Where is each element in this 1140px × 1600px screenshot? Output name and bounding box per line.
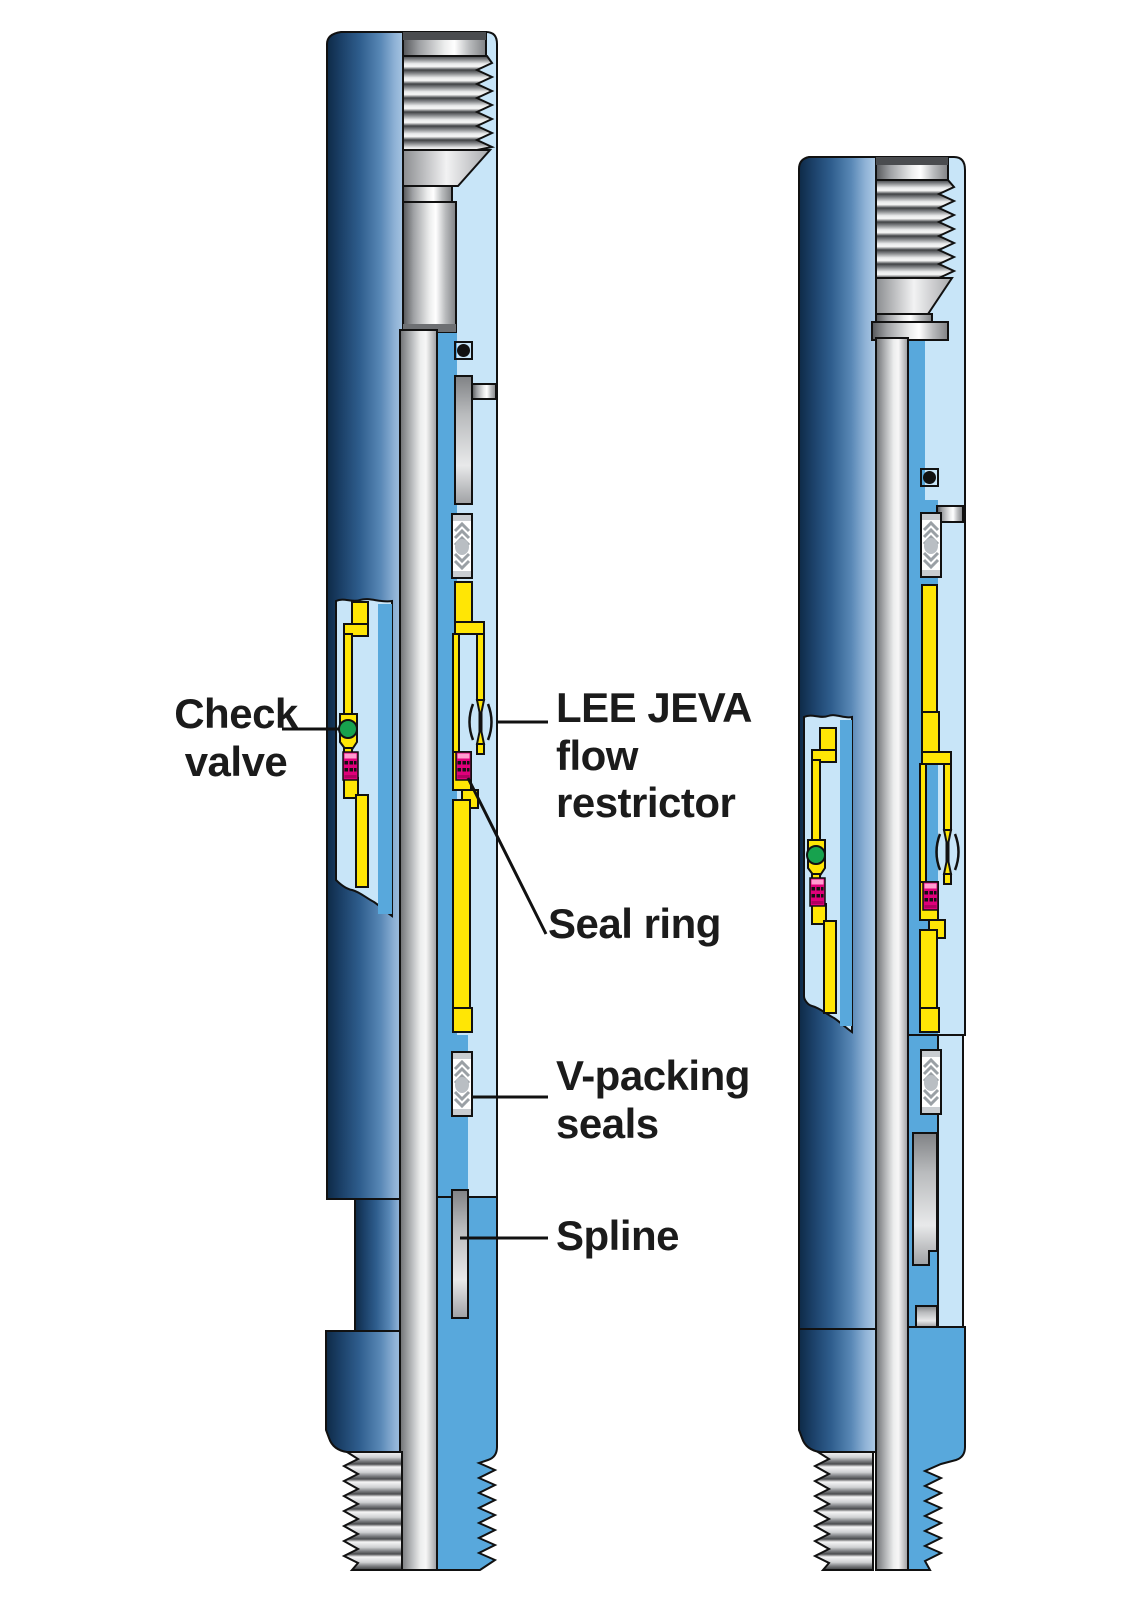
seal-ring-label: Seal ring [548, 900, 721, 947]
spline-left [452, 1190, 468, 1318]
spline-right [913, 1133, 937, 1265]
right-box-threads [876, 180, 954, 278]
right-pin-threads [815, 1452, 873, 1570]
flow-restrictor-label-line2: flow [556, 732, 638, 779]
right-tool-diagram [799, 157, 965, 1570]
v-packing-seals-lower-left [452, 1052, 472, 1116]
left-slot [455, 376, 472, 504]
left-lug-pin [472, 384, 496, 399]
v-packing-seals-upper-right [921, 513, 941, 577]
v-packing-seals-upper-left [452, 514, 472, 578]
spline-label: Spline [556, 1212, 680, 1259]
v-packing-seals-lower-right [921, 1050, 941, 1114]
left-box-threads [403, 56, 492, 150]
right-housing-lug [916, 1306, 937, 1327]
check-valve-label-line1: Check [174, 690, 298, 737]
seal-ring-left-channel [456, 752, 471, 780]
seal-ring-left-pocket [343, 752, 358, 780]
flow-restrictor-label-line3: restrictor [556, 779, 736, 826]
flow-restrictor-label-line1: LEE JEVA [556, 684, 752, 731]
v-packing-label-line1: V-packing [556, 1052, 750, 1099]
left-tool-diagram [326, 32, 497, 1570]
v-packing-label-line2: seals [556, 1100, 659, 1147]
seal-ring-right-pocket [810, 878, 825, 906]
check-valve-ball-right [807, 846, 825, 864]
left-pin-threads [344, 1452, 402, 1570]
seal-ring-right-channel [923, 882, 938, 910]
left-pocket-channel [378, 604, 392, 914]
check-valve-label-line2: valve [184, 738, 288, 785]
check-valve-ball-left [339, 720, 357, 738]
right-pocket-channel [840, 720, 852, 1026]
